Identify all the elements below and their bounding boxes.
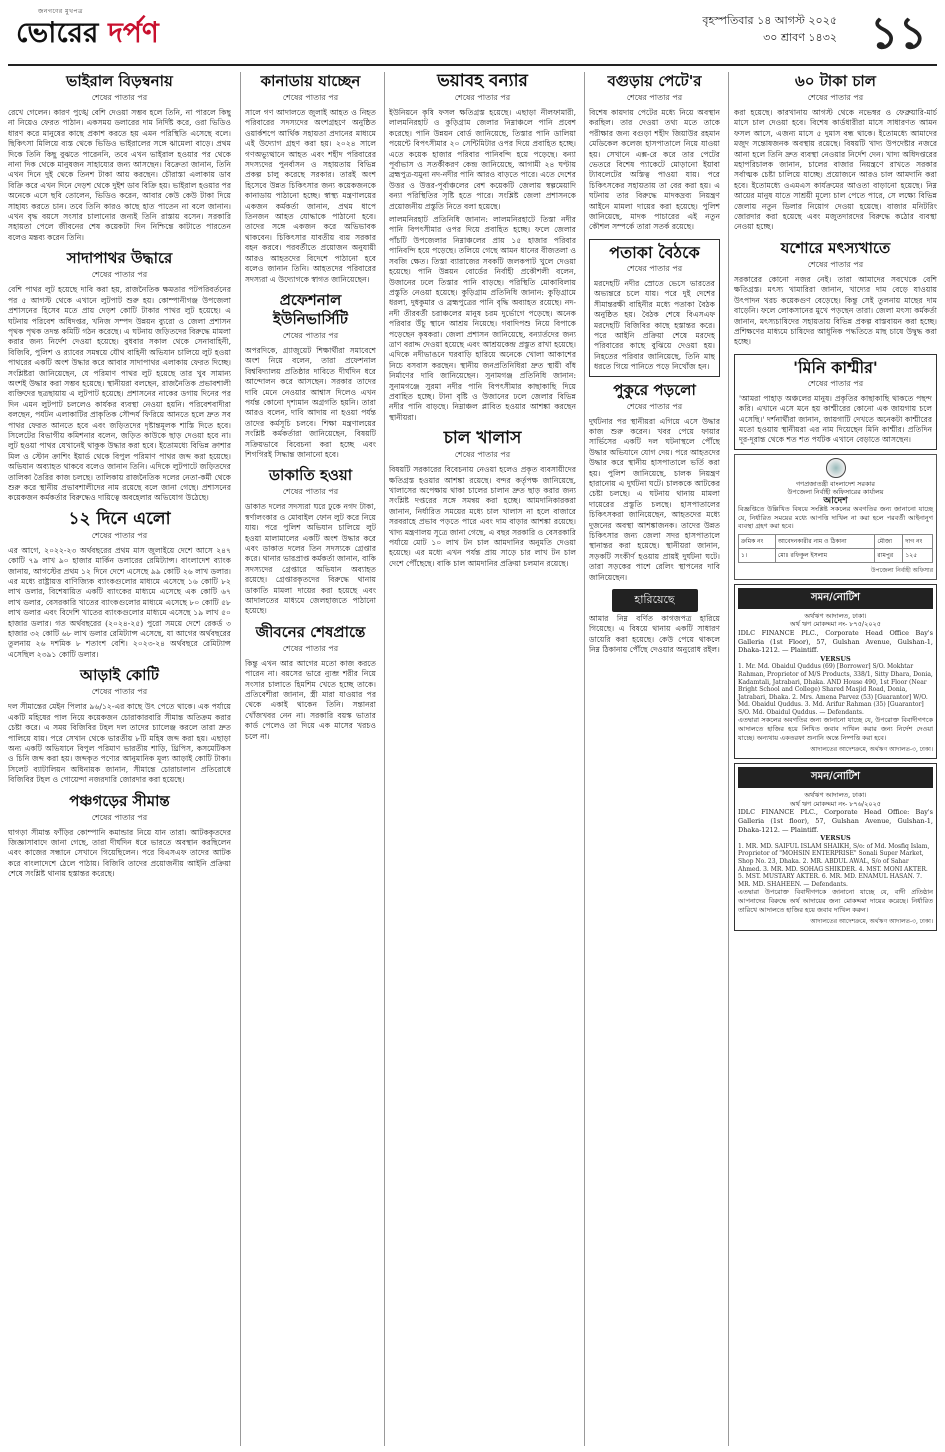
headline: পতাকা বৈঠকে [609, 242, 700, 262]
lost-label: হারিয়েছে [612, 589, 698, 612]
article-mini-kashmir [734, 354, 937, 450]
article-professional-university [245, 291, 376, 460]
govt-title: আদেশ [823, 495, 848, 506]
masthead [8, 6, 937, 66]
notice-case: অর্থ ঋণ মোকদ্দমা নং- ৮৭৬/২০২৫ [789, 799, 882, 808]
table-cell: ১২৫ [903, 548, 933, 562]
kicker: শেষের পাতার পর [626, 401, 683, 411]
headline: পঞ্চগড়ের সীমান্ত [69, 791, 170, 810]
page-number: ১১ [869, 8, 927, 59]
article-dakati [245, 466, 376, 616]
article-bogura [589, 72, 720, 233]
article-body: এর আগে, ২০২২-২৩ অর্থবছরের প্রথম মাস জুলাইয়ে দেশে আসে ২৪৭ কোটি ৭৯ লাখ ৯০ হাজার মার্কিন ডলারের রেমিট্যান্স। বাংলাদেশ ব্যাংক জানায়, আগস্টের প্রথম ১২ দিনে দেশে এসেছে ৯৯ কোটি ২৬ লাখ ডলার। এর মধ্যে রাষ্ট্রায়ত্ত বাণিজ্যিক ব্যাংকগুলোর মাধ্যমে এসেছে ১৬ কোটি ৮২ লাখ ডলার, বিশেষায়িত একটি ব্যাংকের মাধ্যমে এসেছে এক কোটি ৬৭ লাখ ডলার, বেসরকারি খাতের ব্যাংকগুলোর মাধ্যমে এসেছে ৮০ কোটি ৫৮ লাখ ডলার এবং বিদেশি খাতের ব্যাংকগুলোর মাধ্যমে এসেছে ১৯ লাখ ৫০ হাজার ডলার। গত অর্থবছরের (২০২৪-২৫) পুরো সময়ে দেশে রেকর্ড ৩ হাজার ৩২ কোটি ৬৮ লাখ ডলার রেমিট্যান্স এসেছে, যা আগের অর্থবছরের তুলনায় ২৬ দশমিক ৮ শতাংশ বেশি। ২০২৩-২৪ অর্থবছরে রেমিট্যান্স এসেছিল ২৩৯১ কোটি ডলার। [8, 545, 231, 659]
lost-body: আমার নিম্ন বর্ণিত কাগজপত্র হারিয়ে গিয়েছে। এ বিষয়ে থানায় একটি সাধারণ ডায়েরি করা হয়েছে। কেউ পেয়ে থাকলে নিম্ন ঠিকানায় পৌঁছে দেওয়ার অনুরোধ রইল। [589, 614, 720, 655]
kicker: শেষের পাতার পর [91, 270, 148, 280]
headline: 'মিনি কাশ্মীর' [793, 357, 878, 377]
headline: ১২ দিনে এলো [68, 508, 171, 529]
article-body: 'আমরা পাহাড় অঞ্চলের মানুষ। প্রকৃতির কাছাকাছি থাকতে পছন্দ করি। এখানে এসে মনে হয় কাশ্মীরের কোনো এক জায়গায় চলে এসেছি।' দর্শনার্থীরা জানান, জায়গাটি দেখতে অনেকটা কাশ্মীরের মতো হওয়ায় স্থানীয়রা এর নাম দিয়েছেন মিনি কাশ্মীর। প্রতিদিন দূর-দূরান্ত থেকে শত শত পর্যটক এখানে বেড়াতে আসছেন। [739, 393, 932, 445]
article-canada [245, 72, 376, 285]
notice-versus: VERSUS [820, 834, 851, 843]
headline: জীবনের শেষপ্রান্তে [255, 622, 366, 641]
dateline [702, 12, 837, 46]
article-body: দল সীমান্তের মেইন পিলার ৯৬/১২-এর কাছে উৎ পেতে থাকে। এক পর্যায়ে একটি মহিষের পাল নিয়ে কয়েকজন চোরাকারবারি সীমান্ত অতিক্রম করার চেষ্টা করে। এ সময় বিজিবির টহল দল তাদের চ্যালেঞ্জ করলে তারা দ্রুত পালিয়ে যায়। পরে সেখান থেকে ভারতীয় ৮টি মহিষ জব্দ করা হয়। এছাড়া অন্য একটি অভিযানে বিপুল পরিমাণ ভারতীয় শাড়ি, থ্রিপিস, কসমেটিকস ও চিনি জব্দ করা হয়। জব্দকৃত পণ্যের আনুমানিক মূল্য আড়াই কোটি টাকা। সিলেট ব্যাটালিয়ন অধিনায়ক জানান, সীমান্তে চোরাচালান প্রতিরোধে বিজিবির টহল ও গোয়েন্দা নজরদারি জোরদার করা হয়েছে। [8, 702, 231, 785]
article-jashore-fish [734, 239, 937, 348]
government-emblem-icon [826, 458, 846, 478]
notice-court: অর্থঋণ আদালত, ঢাকা। [804, 611, 867, 620]
notice-title: সমন/নোটিশ [738, 767, 933, 788]
government-order [734, 454, 937, 580]
columns [8, 72, 937, 1446]
article-viral [8, 72, 231, 243]
article-body: ঘাগড়া সীমান্ত ফাঁড়ির কোম্পানি কমান্ডার নিয়ে যান তারা। আটককৃতদের জিজ্ঞাসাবাদে জানা গেছে, তারা দীর্ঘদিন ধরে ভারতে অবস্থান করছিলেন এবং কাজের সন্ধানে সেখানে গিয়েছিলেন। পরে বিএসএফ তাদের আটক করে বাংলাদেশে ঠেলে পাঠায়। বিজিবি তাদের প্রয়োজনীয় আইনি প্রক্রিয়া শেষে সংশ্লিষ্ট থানায় হস্তান্তর করেছে। [8, 827, 231, 879]
notice-versus: VERSUS [820, 654, 851, 663]
article-body: করা হয়েছে। কারখানায় আগস্ট থেকে নভেম্বর ও ফেব্রুয়ারি-মার্চ মাসে চাল দেওয়া হবে। বিশেষ কার্ডধারীরা মাসে সাধারণত আমন ফসল আসে, এজন্য মাসে ৫ দুমাস বন্ধ থাকে। ইতোমধ্যে আমাদের মজুদ সন্তোষজনক অবস্থায় রয়েছে। বিষয়টি খাদ্য উপদেষ্টার নজরে আনা হলে তিনি দ্রুত ব্যবস্থা নেওয়ার নির্দেশ দেন। খাদ্য অধিদপ্তরের মহাপরিচালক জানান, চালের বাজার নিয়ন্ত্রণে রাখতে সরকার সর্বাত্মক চেষ্টা চালিয়ে যাচ্ছে। প্রয়োজনে আরও চাল আমদানি করা হবে। ইতোমধ্যে ওএমএস কার্যক্রমের আওতা বাড়ানো হয়েছে। নিম্ন আয়ের মানুষ যাতে সাশ্রয়ী মূল্যে চাল পেতে পারে, সে লক্ষ্যে বিভিন্ন জেলায় নতুন ডিলার নিয়োগ দেওয়া হয়েছে। বাজার মনিটরিং জোরদার করা হয়েছে এবং মজুতদারদের বিরুদ্ধে কঠোর ব্যবস্থা নেওয়া হচ্ছে। [734, 108, 937, 232]
headline: পুকুরে পড়লো [613, 380, 696, 399]
kicker: শেষের পাতার পর [454, 450, 511, 460]
article-flag-meeting [589, 239, 720, 377]
govt-body: বিজ্ঞপ্তিতে উল্লিখিত বিষয়ে সংশ্লিষ্ট সকলের অবগতির জন্য জানানো যাচ্ছে যে, নির্ধারিত সময়ের মধ্যে আপত্তি দাখিল না করা হলে পরবর্তী আইনানুগ ব্যবস্থা গ্রহণ করা হবে। [738, 505, 933, 531]
kicker: শেষের পাতার পর [282, 643, 339, 653]
kicker: শেষের পাতার পর [91, 812, 148, 822]
kicker: শেষের পাতার পর [807, 378, 864, 388]
headline: চাল খালাস [443, 428, 522, 449]
headline: ভাইরাল বিড়ম্বনায় [66, 72, 173, 90]
kicker: শেষের পাতার পর [626, 263, 683, 273]
notice-plaintiff: IDLC FINANCE PLC., Corporate Head Office Bay's Galleria (1st Floor), 57, Gulshan Avenue, Gulshan-1, Dhaka-1212. — Plaintiff. [738, 628, 933, 655]
notice-text: এতদ্বারা সকলের অবগতির জন্য জানানো যাচ্ছে যে, উপরোক্ত বিবাদীগণকে আদালতে হাজির হয়ে লিখিত জবাব দাখিল করার জন্য নির্দেশ দেওয়া যাচ্ছে। অন্যথায় একতরফা শুনানি অন্তে নিষ্পত্তি করা হবে। [738, 716, 933, 742]
article-pond [589, 381, 720, 584]
table-cell: মোঃ রফিকুল ইসলাম [775, 548, 875, 562]
govt-line-2: উপজেলা নির্বাহী অফিসারের কার্যালয় [787, 488, 884, 497]
table-row [739, 548, 933, 562]
article-body: দুর্ঘটনার পর স্থানীয়রা এগিয়ে এসে উদ্ধার কাজ শুরু করেন। খবর পেয়ে ফায়ার সার্ভিসের একটি দল ঘটনাস্থলে পৌঁছে উদ্ধার অভিযানে যোগ দেয়। পরে আহতদের উদ্ধার করে স্থানীয় হাসপাতালে ভর্তি করা হয়। পুলিশ জানিয়েছে, চালক নিয়ন্ত্রণ হারানোয় এ দুর্ঘটনা ঘটে। চালককে আটকের চেষ্টা চলছে। এ ঘটনায় থানায় মামলা দায়েরের প্রস্তুতি চলছে। হাসপাতালের চিকিৎসকরা জানিয়েছেন, আহতদের মধ্যে দুজনের অবস্থা আশঙ্কাজনক। তাদের উন্নত চিকিৎসার জন্য জেলা সদর হাসপাতালে স্থানান্তর করা হয়েছে। স্থানীয়রা জানান, সড়কটি সংকীর্ণ হওয়ায় প্রায়ই দুর্ঘটনা ঘটে। তারা সড়কের পাশে রেলিং স্থাপনের দাবি জানিয়েছেন। [589, 416, 720, 582]
date-bengali: ৩০ শ্রাবণ ১৪৩২ [763, 31, 837, 44]
article-sadapathor [8, 249, 231, 504]
kicker: শেষের পাতার পর [91, 530, 148, 540]
article-body: বিশেষ কায়দায় পেটের মধ্যে নিয়ে অবস্থান করছিল। তার দেওয়া তথ্য মতে তাকে পরীক্ষার জন্য বগুড়া শহীদ জিয়াউর রহমান মেডিকেল কলেজ হাসপাতালে নিয়ে যাওয়া হয়। সেখানে এক্স-রে করে তার পেটের ভেতরে বিশেষ প্যাকেটে মোড়ানো ইয়াবা ট্যাবলেটের অস্তিত্ব পাওয়া যায়। পরে চিকিৎসকের সহায়তায় তা বের করা হয়। এ ঘটনায় তার বিরুদ্ধে মাদকদ্রব্য নিয়ন্ত্রণ আইনে মামলা দায়ের করা হয়েছে। পুলিশ জানিয়েছে, মাদক পাচারের এই নতুন কৌশল সম্পর্কে তারা সতর্ক রয়েছে। [589, 108, 720, 232]
kicker: শেষের পাতার পর [282, 487, 339, 497]
headline: সাদাপাথর উদ্ধারে [66, 249, 173, 268]
table-row [739, 534, 933, 548]
article-body: রেখে গেলেন। কারণ পুঙ্খে বেশি দেওয়া সম্ভব হলে তিনি, না পারলে কিছু না নিয়েও ফেরত পাঠান। একসময় ডলারের দাম নির্দিষ্ট করে, ওরা ভিডিও ধারণ করে মানুষের কাছে প্রকাশ করতে হয় এমন পরিস্থিতি এসেছে বলে। ছিকিৎসা মিলিয়ে ব্যস্ত থেকে ভিডিও ভাইরালের সঙ্গে ঝামেলা বাড়ে। প্রথম দিকে তিনি কিছু বুঝতে পারেননি, তবে এখন ভাইরাল হওয়ার পর থেকে নানা দিক থেকে মানুষজন সাহায্যের জন্য আসছেন। বিক্রেতা জানান, তিনি এখন দিনে দুই থেকে তিনশ টাকা আয় করছেন। চৌরাস্তা এলাকায় ডাব বিক্রি করে এখন দিনে দেড়শ থেকে দুইশ ডাব বিক্রি হয়। ভাইরাল হওয়ার পর অনেকে এসে ছবি তোলেন, ভিডিও করেন, আবার কেউ কেউ টাকা দিয়ে সাহায্য করতে চান। তবে তিনি কারও কাছে হাত পাতেন না বলে জানান। এখন বৃদ্ধ বয়সে সংসার চালানোর জন্যই তিনি রাস্তায় বসেন। সরকারি সহায়তা পেলে জীবনের শেষ কয়েকটা দিন নিশ্চিন্তে কাটাতে পারতেন বলেও মন্তব্য করেন তিনি। [8, 108, 231, 242]
headline: ডাকাতি হওয়া [268, 466, 353, 485]
table-cell: ক্রমিক নং [739, 534, 776, 548]
notice-defendants: 1. Mr. Md. Obaidul Quddus (69) [Borrower] S/O. Mokhtar Rahman, Proprietor of M/S Products, 338/1, Sitty Dhara, Donia, Kadamtali, Jatrabari, Dhaka. AND House 490, 1st Floor (Near Bright School and College) Shared Masjid Road, Donia, Jatrabari, Dhaka. 2. Mrs. Amena Parvez (53) [Guarantor] W/O. Md. Obaidul Quddus. 3. Md. Arifur Rahman (35) [Guarantor] S/O. Md. Obaidul Quddus. — Defendants. [738, 663, 933, 716]
date-gregorian: বৃহস্পতিবার ১৪ আগস্ট ২০২৫ [702, 14, 837, 27]
article-body: কিন্তু এখন আর আগের মতো কাজ করতে পারেন না। বয়সের ভারে ন্যুব্জ শরীর নিয়ে সংসার চালাতে হিমশিম খেতে হচ্ছে তাকে। প্রতিবেশীরা জানান, স্ত্রী মারা যাওয়ার পর থেকে একাই থাকেন তিনি। সন্তানরা খোঁজখবর নেন না। সরকারি বয়স্ক ভাতার কার্ড পেলেও তা দিয়ে এক মাসের খরচও চলে না। [245, 658, 376, 741]
headline: বগুড়ায় পেটে'র [607, 72, 702, 90]
lost-notice [589, 589, 720, 656]
article-body: বিষয়টি সরকারের বিবেচনায় নেওয়া হলেও প্রকৃত ব্যবসায়ীদের ক্ষতিগ্রস্ত হওয়ার আশঙ্কা রয়েছে। বন্দর কর্তৃপক্ষ জানিয়েছে, খালাসের অপেক্ষায় থাকা চালের চালান দ্রুত ছাড় করার জন্য সংশ্লিষ্ট দপ্তরের সঙ্গে সমন্বয় করা হচ্ছে। আমদানিকারকরা জানান, নির্ধারিত সময়ের মধ্যে চাল খালাস না হলে বাজারে সরবরাহে প্রভাব পড়তে পারে এবং দাম বাড়ার আশঙ্কা রয়েছে। খাদ্য মন্ত্রণালয় সূত্রে জানা গেছে, এ বছর সরকারি ও বেসরকারি পর্যায়ে মোট ১০ লাখ টন চাল আমদানির অনুমতি দেওয়া হয়েছে। এর মধ্যে এখন পর্যন্ত প্রায় সাড়ে চার লাখ টন চাল দেশে পৌঁছেছে। বাকি চাল আমদানির প্রক্রিয়া চলমান রয়েছে। [389, 465, 576, 568]
headline: আড়াই কোটি [80, 666, 159, 685]
notice-court: অর্থঋণ আদালত, ঢাকা। [804, 791, 867, 800]
article-body: বেশি পাথর লুট হয়েছে দাবি করা হয়, রাজনৈতিক ক্ষমতার পটপরিবর্তনের পর ৫ আগস্ট থেকে এখানে লুটপাট শুরু হয়। কোম্পানীগঞ্জ উপজেলা প্রশাসনের হিসেব মতে প্রায় দেড়শ কোটি টাকার পাথর লুট হয়েছে। এ ঘটনায় পরিবেশ অধিদপ্তর, খনিজ সম্পদ উন্নয়ন ব্যুরো ও জেলা প্রশাসন পৃথক পৃথক তদন্ত কমিটি গঠন করেছে। এ ঘটনায় জড়িতদের বিরুদ্ধে মামলা করার জন্য নির্দেশ দেওয়া হয়েছে। বুধবার সকাল থেকে সেনাবাহিনী, বিজিবি, পুলিশ ও র‍্যাবের সমন্বয়ে যৌথ বাহিনী অভিযান চালিয়ে লুট হওয়া পাথরের একটি অংশ উদ্ধার করে আবার সাদাপাথর এলাকায় ফেরত দিচ্ছে। সংশ্লিষ্টরা জানিয়েছেন, যে পরিমাণ পাথর লুট হয়েছে তার খুব সামান্য অংশই উদ্ধার করা সম্ভব হয়েছে। স্থানীয়রা বলছেন, রাজনৈতিক প্রভাবশালী ব্যক্তিদের ছত্রছায়ায় এ লুটপাট হয়েছে। প্রশাসনের নাকের ডগায় দিনের পর দিন এমন লুটপাট চললেও কার্যকর ব্যবস্থা নেওয়া হয়নি। পরিবেশবাদীরা বলছেন, পর্যটন এলাকাটির প্রাকৃতিক সৌন্দর্য ফিরিয়ে আনতে হলে দ্রুত সব পাথর ফেরত আনতে হবে এবং জড়িতদের দৃষ্টান্তমূলক শাস্তি দিতে হবে। সিলেটের বিভাগীয় কমিশনার বলেন, জড়িত কাউকে ছাড় দেওয়া হবে না। লুট হওয়া পাথর যেখানেই থাকুক উদ্ধার করা হবে। ইতোমধ্যে বিভিন্ন ক্রাশার মিল ও স্টোন ক্রাশিং ইয়ার্ড থেকে বিপুল পরিমাণ পাথর জব্দ করা হয়েছে। অভিযান অব্যাহত থাকবে বলেও জানান তিনি। এদিকে লুটপাটে জড়িতদের তালিকা তৈরির কাজ চলছে। তালিকায় রাজনৈতিক দলের নেতা-কর্মী থেকে শুরু করে স্থানীয় প্রভাবশালীদের নাম রয়েছে বলে জানা গেছে। প্রশাসনের কয়েকজন কর্মকর্তার বিরুদ্ধেও দায়িত্বে অবহেলার অভিযোগ উঠেছে। [8, 285, 231, 503]
govt-line-1: গণপ্রজাতন্ত্রী বাংলাদেশ সরকার [796, 479, 875, 488]
article-body: সরকারের কোনো নজর নেই। তারা আমাদের সবখেকে বেশি ক্ষতিগ্রস্ত। মৎস্য খামারিরা জানান, খাদ্যের দাম বেড়ে যাওয়ায় উৎপাদন খরচ কয়েকগুণ বেড়েছে। কিন্তু সেই তুলনায় মাছের দাম বাড়েনি। ফলে লোকসানের মুখে পড়ছেন তারা। জেলা মৎস্য কর্মকর্তা জানান, মৎস্যচাষিদের সহায়তায় বিভিন্ন প্রকল্প বাস্তবায়ন করা হচ্ছে। প্রশিক্ষণের মাধ্যমে চাষিদের আধুনিক পদ্ধতিতে মাছ চাষে উদ্বুদ্ধ করা হচ্ছে। [734, 274, 937, 347]
article-body: অপরদিকে, গ্র্যাজুয়েট শিক্ষার্থীরা সমাবেশে অংশ নিয়ে বলেন, তারা প্রফেশনাল বিশ্ববিদ্যালয় প্রতিষ্ঠার দাবিতে দীর্ঘদিন ধরে আন্দোলন করে আসছেন। সরকার তাদের দাবি মেনে নেওয়ার আশ্বাস দিলেও এখন পর্যন্ত কোনো দৃশ্যমান অগ্রগতি হয়নি। তারা আরও বলেন, দাবি আদায় না হওয়া পর্যন্ত তাদের কর্মসূচি চলবে। শিক্ষা মন্ত্রণালয়ের সংশ্লিষ্ট কর্মকর্তারা জানিয়েছেন, বিষয়টি সক্রিয়ভাবে বিবেচনা করা হচ্ছে এবং শিগগিরই সিদ্ধান্ত জানানো হবে। [245, 345, 376, 459]
article-body-continued: লালমনিরহাট প্রতিনিধি জানান: লালমনিরহাটে তিস্তা নদীর পানি বিপৎসীমার ওপর দিয়ে প্রবাহিত হচ্ছে। ফলে জেলার পাঁচটি উপজেলার নিম্নাঞ্চলের প্রায় ১৫ হাজার পরিবার পানিবন্দি হয়ে পড়েছে। তলিয়ে গেছে আমন ধানের বীজতলা ও সবজি ক্ষেত। তিস্তা ব্যারাজের সবকটি জলকপাট খুলে দেওয়া হয়েছে। পানি উন্নয়ন বোর্ডের নির্বাহী প্রকৌশলী বলেন, উজানের ঢলে তিস্তার পানি বাড়ছে। পরিস্থিতি মোকাবিলায় প্রস্তুতি নেওয়া হয়েছে। কুড়িগ্রাম প্রতিনিধি জানান: কুড়িগ্রামে ধরলা, দুধকুমার ও ব্রহ্মপুত্রের পানি বৃদ্ধি অব্যাহত রয়েছে। নদ-নদী তীরবর্তী চরাঞ্চলের মানুষ চরম দুর্ভোগে পড়েছে। অনেক পরিবার উঁচু স্থানে আশ্রয় নিয়েছে। গবাদিপশু নিয়ে বিপাকে পড়েছেন কৃষকরা। জেলা প্রশাসন জানিয়েছে, বন্যার্তদের জন্য ত্রাণ বরাদ্দ দেওয়া হয়েছে এবং আশ্রয়কেন্দ্র প্রস্তুত রাখা হয়েছে। এদিকে নদীভাঙনে ঘরবাড়ি হারিয়ে অনেকে খোলা আকাশের নিচে বসবাস করছেন। স্থানীয় জনপ্রতিনিধিরা দ্রুত স্থায়ী বাঁধ নির্মাণের দাবি জানিয়েছেন। সুনামগঞ্জ প্রতিনিধি জানান: সুনামগঞ্জে সুরমা নদীর পানি বিপৎসীমার কাছাকাছি দিয়ে প্রবাহিত হচ্ছে। টানা বৃষ্টি ও উজানের ঢলে জেলার বিভিন্ন নদীর পানি বাড়ছে। নিম্নাঞ্চল প্লাবিত হওয়ার আশঙ্কা করছেন স্থানীয়রা। [389, 215, 576, 422]
headline: ৬০ টাকা চাল [795, 72, 876, 90]
brand-tagline: জনগণের মুখপত্র [38, 8, 83, 15]
kicker: শেষের পাতার পর [807, 93, 864, 102]
article-panchagarh [8, 792, 231, 880]
article-body: মরদেহটি নদীর স্রোতে ভেসে ভারতের অভ্যন্তরে চলে যায়। পরে দুই দেশের সীমান্তরক্ষী বাহিনীর মধ্যে পতাকা বৈঠক অনুষ্ঠিত হয়। বৈঠক শেষে বিএসএফ মরদেহটি বিজিবির কাছে হস্তান্তর করে। পরে আইনি প্রক্রিয়া শেষে মরদেহ পরিবারের কাছে বুঝিয়ে দেওয়া হয়। নিহতের পরিবার জানিয়েছে, তিনি মাছ ধরতে গিয়ে পানিতে পড়ে নিখোঁজ হন। [594, 278, 715, 372]
article-rice-release [389, 429, 576, 569]
headline: যশোরে মৎস্যখাতে [780, 238, 891, 257]
govt-table [738, 534, 933, 563]
kicker: শেষের পাতার পর [282, 330, 339, 340]
table-cell: দাগ নং [903, 534, 933, 548]
article-jiboner-sheshprante [245, 623, 376, 742]
table-cell: রামপুর [875, 548, 903, 562]
brand-logo [16, 6, 159, 49]
headline: কানাডায় যাচ্ছেন [260, 72, 361, 90]
notice-defendants: 1. MR. MD. SAIFUL ISLAM SHAIKH, S/o: of Md. Mosfiq Islam, Proprietor of "MOHSIN ENTERPRISE" Sonali Super Market, Shop No. 23, Dhaka. 2. MR. ABDUL AWAL, S/o of Sahar Ahmed. 3. MR. MD. SOHAG SHIKDER. 4. MST. MONI AKTER. 5. MST. MUSTARY AKTER. 6. MR. MD. ENAMUL HASAN. 7. MR. MD. SHAHEEN. — Defendants. [738, 842, 930, 888]
notice-footer: আদালতের আদেশক্রমে, অর্থঋণ আদালত-৩, ঢাকা। [810, 746, 933, 754]
article-body: ডাকাত দলের সদস্যরা ঘরে ঢুকে নগদ টাকা, স্বর্ণালংকার ও মোবাইল ফোন লুট করে নিয়ে যায়। পরে পুলিশ অভিযান চালিয়ে লুট হওয়া মালামালের একটি অংশ উদ্ধার করে এবং ডাকাত দলের তিন সদস্যকে গ্রেপ্তার করে। থানার ভারপ্রাপ্ত কর্মকর্তা জানান, বাকি সদস্যদের গ্রেপ্তারে অভিযান অব্যাহত রয়েছে। গ্রেপ্তারকৃতদের বিরুদ্ধে থানায় ডাকাতি মামলা দায়ের করা হয়েছে এবং আদালতের মাধ্যমে জেলহাজতে পাঠানো হয়েছে। [245, 502, 376, 616]
article-remittance [8, 510, 231, 660]
kicker: শেষের পাতার পর [626, 93, 683, 102]
kicker: শেষের পাতার পর [454, 93, 511, 102]
kicker: শেষের পাতার পর [282, 93, 339, 102]
headline: প্রফেশনাল ইউনিভার্সিটি [273, 290, 348, 328]
column-4 [584, 72, 724, 1446]
notice-plaintiff: IDLC FINANCE PLC., Corporate Head Office: Bay's Galleria (1st floor), 57, Gulshan Avenue, Gulshan-1, Dhaka-1212. — Plaintiff. [738, 808, 933, 834]
table-cell: ১। [739, 548, 776, 562]
kicker: শেষের পাতার পর [91, 687, 148, 697]
court-summons-1 [734, 584, 937, 760]
column-5 [728, 72, 937, 1446]
table-cell: আবেদনকারীর নাম ও ঠিকানা [775, 534, 875, 548]
column-2 [240, 72, 380, 1446]
headline: ভয়াবহ বন্যার [437, 72, 528, 91]
govt-signature: উপজেলা নির্বাহী অফিসার [870, 566, 933, 574]
column-3 [384, 72, 580, 1446]
kicker: শেষের পাতার পর [91, 93, 148, 102]
notice-case: অর্থ ঋণ মোকদ্দমা নং- ৮৭৫/২০২৫ [789, 620, 881, 629]
notice-footer: আদালতের আদেশক্রমে, অর্থঋণ আদালত-৩, ঢাকা। [810, 918, 933, 926]
article-flood [389, 72, 576, 423]
court-summons-2 [734, 763, 937, 931]
article-body: ইউনিয়নে কৃষি ফসল ক্ষতিগ্রস্ত হয়েছে। এছাড়া নীলফামারী, লালমনিরহাট ও কুড়িগ্রাম জেলার নিম্নাঞ্চলে পানি প্রবেশ করেছে। পানি উন্নয়ন বোর্ড জানিয়েছে, তিস্তার পানি ডালিয়া পয়েন্টে বিপৎসীমার ২০ সেন্টিমিটার ওপর দিয়ে প্রবাহিত হচ্ছে। এতে কয়েক হাজার পরিবার পানিবন্দি হয়ে পড়েছে। বন্যা পূর্বাভাস ও সতর্কীকরণ কেন্দ্র জানিয়েছে, আগামী ২৪ ঘণ্টায় ব্রহ্মপুত্র-যমুনা নদ-নদীর পানি আরও বাড়তে পারে। এতে দেশের উত্তর ও উত্তর-পূর্বাঞ্চলের বেশ কয়েকটি জেলায় স্বল্পমেয়াদি বন্যা পরিস্থিতির সৃষ্টি হতে পারে। সংশ্লিষ্ট জেলা প্রশাসনকে প্রয়োজনীয় প্রস্তুতি নিতে বলা হয়েছে। [389, 108, 576, 211]
table-cell: মৌজা [875, 534, 903, 548]
notice-text: এতদ্বারা উপরোক্ত বিবাদীগণকে জানানো যাচ্ছে যে, বাদী প্রতিষ্ঠান আপনাদের বিরুদ্ধে অর্থ আদায়ের জন্য মোকদ্দমা দায়ের করেছে। নির্ধারিত তারিখে আদালতে হাজির হয়ে জবাব দাখিল করুন। [738, 888, 933, 914]
article-rice-60 [734, 72, 937, 233]
notice-title: সমন/নোটিশ [738, 588, 933, 609]
kicker: শেষের পাতার পর [807, 259, 864, 269]
column-1 [8, 72, 236, 1446]
article-arai-koti [8, 666, 231, 785]
article-body: সালে গণ আদালতে জুলাই আহত ও নিহত পরিবারের সদস্যদের অংশগ্রহণে অনুষ্ঠিত ওয়ার্কশপে আর্থিক সহায়তা প্রদানের মাধ্যমে এই উদ্যোগ গ্রহণ করা হয়। ২০২৪ সালে গণঅভ্যুত্থানে আহত এবং শহীদ পরিবারের সদস্যদের পুনর্বাসন ও সহায়তায় বিভিন্ন প্রকল্প চালু করেছে সরকার। তারই অংশ হিসেবে উন্নত চিকিৎসার জন্য কয়েকজনকে কানাডায় পাঠানো হচ্ছে। স্বাস্থ্য মন্ত্রণালয়ের একজন কর্মকর্তা জানান, প্রথম ধাপে তিনজন আহত যোদ্ধাকে পাঠানো হবে। তাদের সঙ্গে একজন করে অভিভাবক থাকবেন। চিকিৎসার যাবতীয় ব্যয় সরকার বহন করবে। পরবর্তীতে প্রয়োজন অনুযায়ী আরও আহতদের বিদেশে পাঠানো হবে বলেও জানান তিনি। আহতদের পরিবারের সদস্যরা এ উদ্যোগকে স্বাগত জানিয়েছেন। [245, 108, 376, 284]
brand-name: ভোরের দর্পণ [16, 16, 159, 49]
